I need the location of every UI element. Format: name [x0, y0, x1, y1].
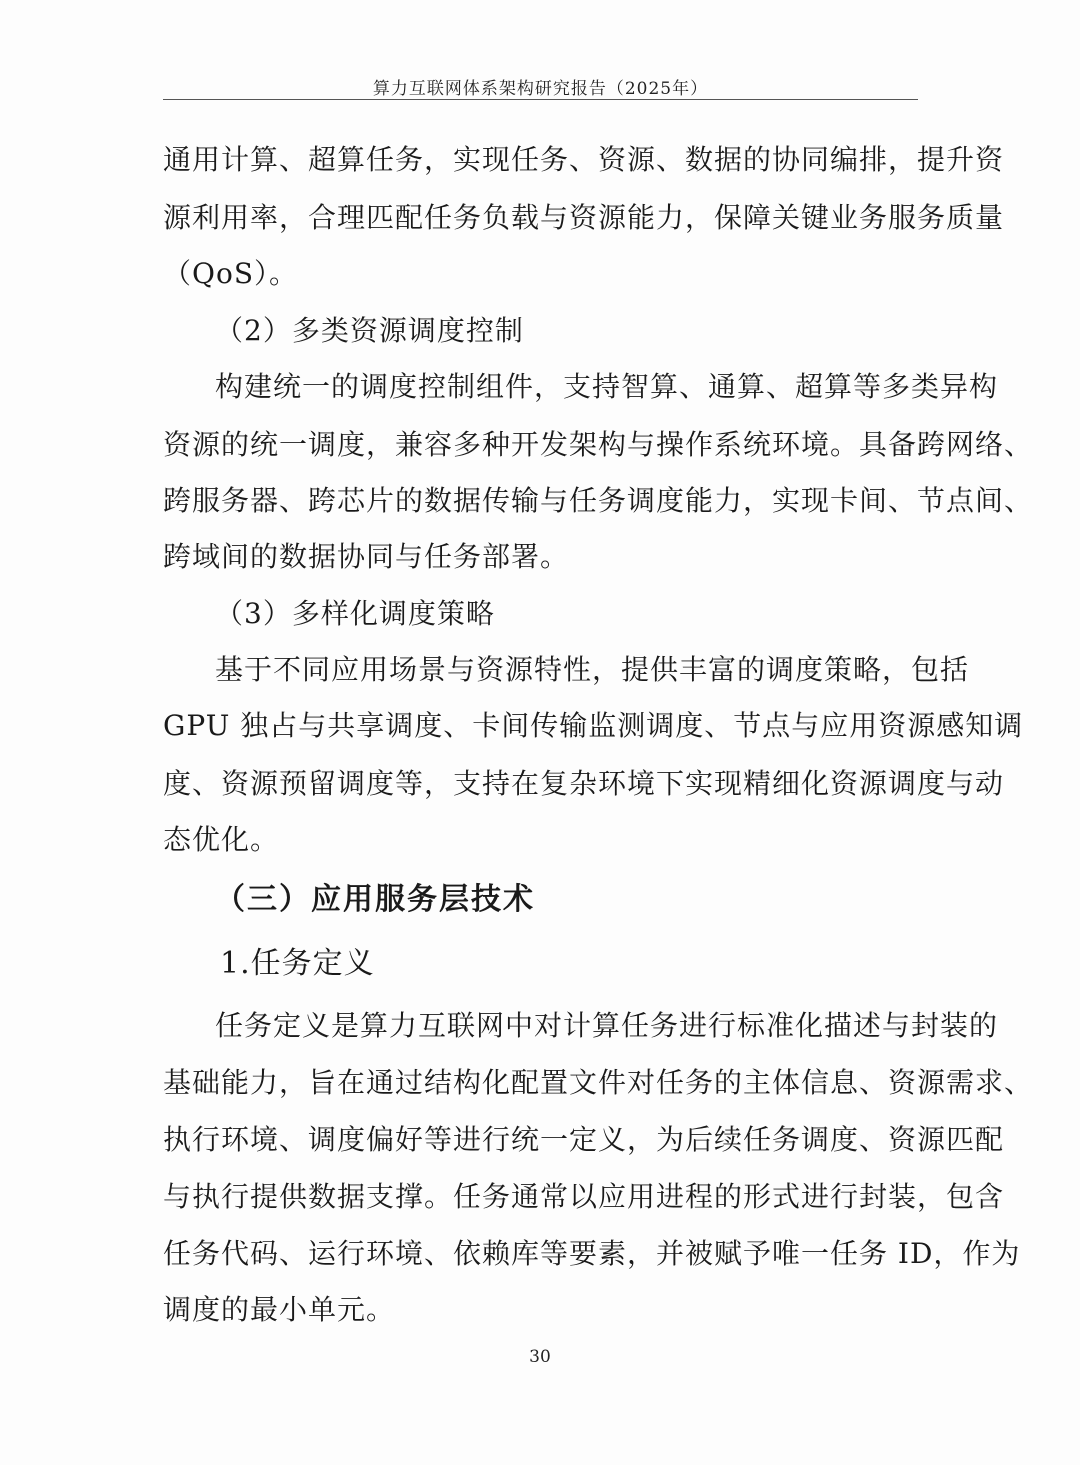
body-line: 源利用率，合理匹配任务负载与资源能力，保障关键业务服务质量	[163, 201, 1005, 234]
list-heading: （2）多类资源调度控制	[215, 314, 524, 347]
body-line: GPU 独占与共享调度、卡间传输监测调度、节点与应用资源感知调	[163, 709, 1024, 742]
page-number: 30	[529, 1347, 551, 1367]
subsection-heading: 1.任务定义	[220, 946, 375, 981]
body-line: 度、资源预留调度等，支持在复杂环境下实现精细化资源调度与动	[163, 767, 1005, 800]
running-header: 算力互联网体系架构研究报告（2025年）	[372, 79, 709, 99]
body-line: 与执行提供数据支撑。任务通常以应用进程的形式进行封装，包含	[163, 1180, 1005, 1213]
list-heading: （3）多样化调度策略	[215, 597, 495, 630]
body-line: 基础能力，旨在通过结构化配置文件对任务的主体信息、资源需求、	[163, 1066, 1034, 1099]
section-heading: （三）应用服务层技术	[215, 882, 535, 917]
body-line: 态优化。	[163, 823, 280, 856]
body-line: 资源的统一调度，兼容多种开发架构与操作系统环境。具备跨网络、	[163, 428, 1034, 461]
body-line: 跨服务器、跨芯片的数据传输与任务调度能力，实现卡间、节点间、	[163, 484, 1034, 517]
header-rule	[163, 99, 918, 100]
body-line: 构建统一的调度控制组件，支持智算、通算、超算等多类异构	[215, 370, 999, 403]
body-line: 调度的最小单元。	[163, 1293, 396, 1326]
body-line: 通用计算、超算任务，实现任务、资源、数据的协同编排，提升资	[163, 143, 1005, 176]
body-line: 跨域间的数据协同与任务部署。	[163, 540, 570, 573]
body-line: 任务定义是算力互联网中对计算任务进行标准化描述与封装的	[215, 1009, 999, 1042]
body-line: 基于不同应用场景与资源特性，提供丰富的调度策略，包括	[215, 653, 970, 686]
body-line: 任务代码、运行环境、依赖库等要素，并被赋予唯一任务 ID，作为	[163, 1237, 1021, 1270]
body-line: （QoS）。	[163, 257, 298, 290]
body-line: 执行环境、调度偏好等进行统一定义，为后续任务调度、资源匹配	[163, 1123, 1005, 1156]
